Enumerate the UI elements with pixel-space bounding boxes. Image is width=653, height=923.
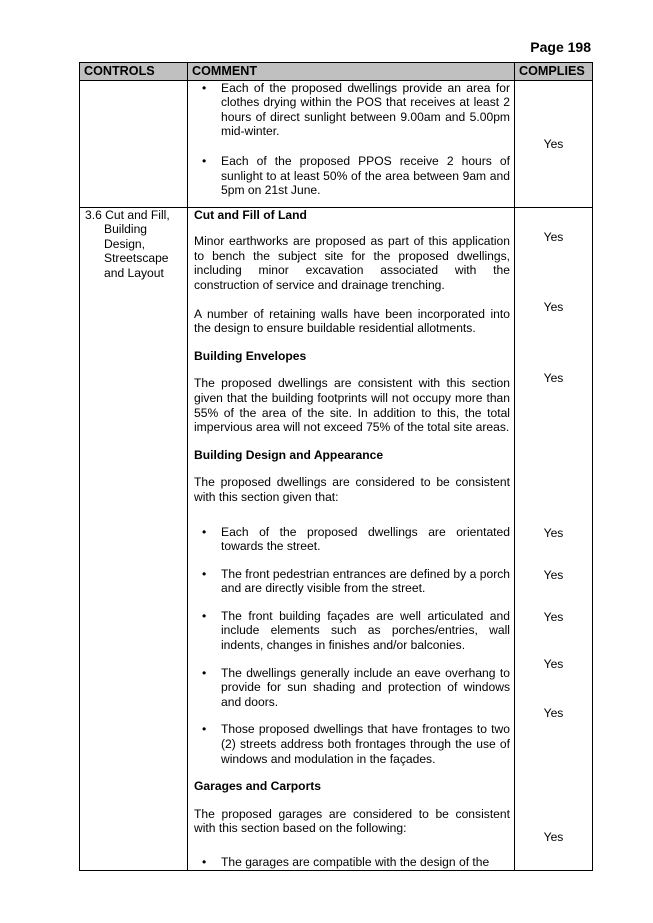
table-row <box>80 207 593 870</box>
section-heading: Garages and Carports <box>194 779 322 794</box>
complies-value: Yes <box>543 136 564 151</box>
control-title: Building <box>104 222 148 237</box>
paragraph: Minor earthworks are proposed as part of this application to bench the subject site for the proposed dwellings, including minor excavation associated with the construction of service and drainage trenching. <box>194 234 510 292</box>
list-item <box>194 855 510 870</box>
paragraph: The proposed dwellings are considered to be consistent with this section given that: <box>194 475 510 504</box>
bullet-text: The dwellings generally include an eave overhang to provide for sun shading and protection of windows and doors. <box>221 665 510 709</box>
bullet-icon: • <box>202 566 207 581</box>
bullet-icon: • <box>202 855 207 869</box>
control-title: Streetscape <box>104 251 169 266</box>
bullet-icon: • <box>202 665 207 680</box>
complies-cell <box>515 80 593 207</box>
bullet-icon: • <box>202 80 207 95</box>
header-comment: COMMENT <box>188 63 515 81</box>
bullet-icon: • <box>202 722 207 737</box>
control-title: and Layout <box>104 265 164 280</box>
controls-cell <box>80 80 188 207</box>
bullet-text: The front building façades are well articulated and include elements such as porches/entries, wall indents, changes in finishes and/or balconies. <box>221 608 510 653</box>
bullet-text: Each of the proposed dwellings are orientated towards the street. <box>221 524 510 554</box>
complies-value: Yes <box>543 370 564 385</box>
paragraph: The proposed garages are considered to be consistent with this section based on the following: <box>194 806 510 836</box>
bullet-icon: • <box>202 153 207 168</box>
section-heading: Cut and Fill of Land <box>194 207 307 222</box>
complies-value: Yes <box>543 526 564 541</box>
bullet-text: Those proposed dwellings that have frontages to two (2) streets address both frontages through the use of windows and modulation in the façades. <box>221 722 510 766</box>
paragraph: A number of retaining walls have been incorporated into the design to ensure buildable residential allotments. <box>194 306 510 336</box>
comment-cell <box>188 80 515 207</box>
control-title: Design, <box>104 236 146 251</box>
list-item <box>194 567 510 596</box>
complies-value: Yes <box>543 229 564 244</box>
bullet-text: The front pedestrian entrances are defined by a porch and are directly visible from the street. <box>221 566 510 596</box>
paragraph: The proposed dwellings are consistent with this section given that the building footprints will not occupy more than 55% of the area of the site. In addition to this, the total impervious area will not exceed 75% of the total site areas. <box>194 376 510 435</box>
table-header-row <box>80 63 593 81</box>
bullet-icon: • <box>202 524 207 539</box>
section-heading: Building Design and Appearance <box>194 447 384 462</box>
bullet-text: Each of the proposed dwellings provide an area for clothes drying within the POS that receives at least 2 hours of direct sunlight between 9.00am and 5.00pm mid-winter. <box>221 80 510 139</box>
list-item <box>194 525 510 554</box>
bullet-text: The garages are compatible with the design of the <box>221 855 490 869</box>
list-item <box>194 154 510 198</box>
list-item <box>194 609 510 653</box>
complies-value: Yes <box>543 567 564 582</box>
complies-cell <box>515 207 593 870</box>
table-row <box>80 80 593 207</box>
complies-value: Yes <box>543 657 564 672</box>
control-title: 3.6 Cut and Fill, <box>85 207 170 222</box>
comment-cell <box>188 207 515 870</box>
controls-cell <box>80 207 188 870</box>
section-heading: Building Envelopes <box>194 348 307 363</box>
header-complies: COMPLIES <box>515 63 593 81</box>
bullet-text: Each of the proposed PPOS receive 2 hours of sunlight to at least 50% of the area between 9am and 5pm on 21st June. <box>221 153 510 198</box>
bullet-icon: • <box>202 608 207 623</box>
complies-value: Yes <box>543 609 564 624</box>
controls-table <box>79 62 593 871</box>
list-item <box>194 81 510 139</box>
page-number: Page 198 <box>530 39 591 55</box>
list-item <box>194 666 510 710</box>
header-controls: CONTROLS <box>80 63 188 81</box>
complies-value: Yes <box>543 705 564 720</box>
list-item <box>194 722 510 766</box>
complies-value: Yes <box>543 300 564 315</box>
complies-value: Yes <box>543 830 564 845</box>
